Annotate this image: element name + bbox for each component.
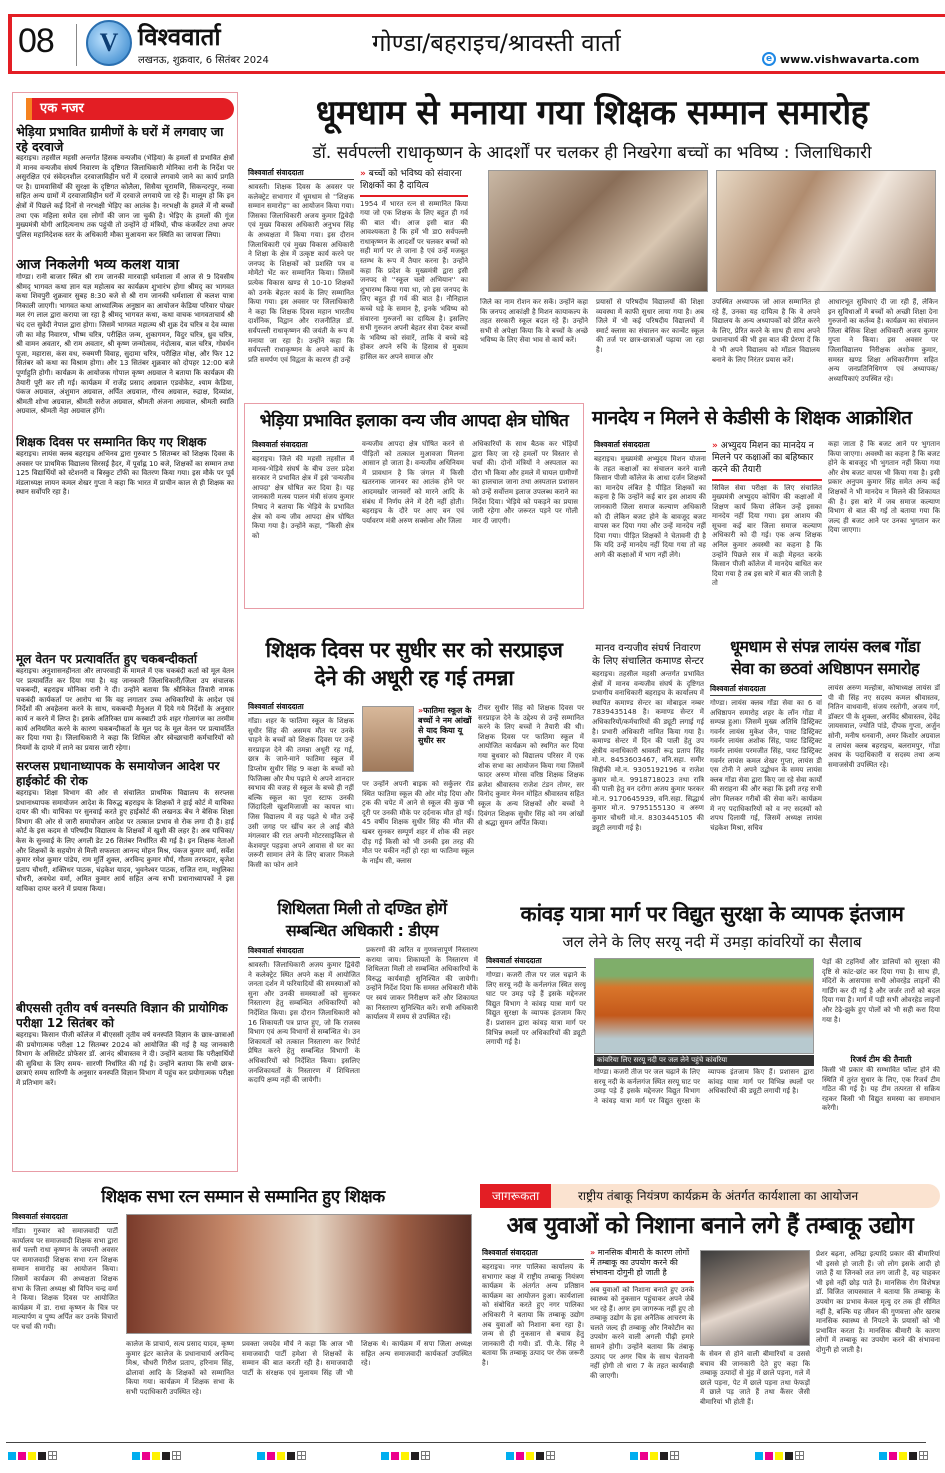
kanwar-col1	[486, 956, 586, 1177]
byline: विश्ववार्ता संवाददाता	[248, 168, 354, 180]
teacher-sabha-headline: शिक्षक सभा रत्न सम्मान से सम्मानित हुए शिक्षक	[101, 1187, 385, 1207]
article-text: गोण्डा। लायंस क्लब गोंडा सेवा का 6 वां अधिष्ठापन समारोह शहर के लॉन गोंडा में सम्पन्न हुआ। जिसमें मुख्य अतिथि डिस्ट्रिक्ट गवर्नर लायंस मुकेश जैन, पास्ट डिस्ट्रिक्ट गवर्नर लायंस अशोक सिंह, पास्ट डिस्ट्रिक्ट गवर्नर लायंस परमजीत सिंह, पास्ट डिस्ट्रिक्ट गवर्नर लायंस कमल शेखर गुप्ता, लायंस डी एस टोनी ने अपने उद्बोधन के समय लायंस क्लब गोंडा सेवा द्वारा किए जा रहे सेवा कार्यों की सराहना की और कहा कि इसी तरह सभी लोग मिलकर गरीबों की सेवा करें। कार्यक्रम में नए पदाधिकारियों को व नए सदस्यों को शपथ दिलायी गई, जिसमें अध्यक्ष लायंस चंद्रकेश मिश्रा, सचिव	[710, 699, 822, 832]
pull-quote: »फातिमा स्कूल के बच्चों ने नम आंखों से याद किया यू सुधीर सर	[418, 706, 472, 745]
article-text: प्रवक्ता जयदेव मौर्य ने कहा कि आज भी समाजवादी पार्टी हमेशा से शिक्षकों के सम्मान की बात करती रही है। समाजवादी पार्टी के संरक्षक एवं मुलायम सिंह जी भी शिक्षक थे। कार्यक्रम में सपा जिला अध्यक्ष सहित अन्य समाजवादी कार्यकर्ता उपस्थित रहे।	[242, 1340, 472, 1377]
vishwavarta-logo-icon: V	[86, 20, 132, 66]
brief-headline: बीएससी तृतीय वर्ष वनस्पति विज्ञान की प्रायोगिक परीक्षा 12 सितंबर को	[16, 1001, 228, 1030]
article-text: गोंडा। गुरुवार को समाजवादी पार्टी कार्यालय पर समाजवादी शिक्षक सभा द्वारा सर्व पल्ली राधा कृष्णन के जयन्ती अवसर पर समाजवादी शिक्षक सभा रत्न शिक्षक सम्मान समारोह का आयोजन किया। जिसमें कार्यक्रम की अध्यक्षता शिक्षक सभा के जिला अध्यक्ष श्री विपिन चन्द्र वर्मा ने किया। शिक्षक दिवस पर आयोजित कार्यक्रम में डा. राधा कृष्णन के चित्र पर माल्यार्पण व पुष्प अर्पित कर उनके विचारों पर चर्चा की गयी।	[12, 1227, 118, 1331]
article-text: किसी भी प्रकार की सम्भावित फॉल्ट होने की स्थिति में तुरंत सुधार के लिए, एक रिजर्व टीम गठित की गई है। यह टीम तत्परता से सक्रिय रहकर किसी भी विद्युत समस्या का समाधान करेगी।	[822, 1066, 940, 1113]
article-text: लायंस अरुण मल्होत्रा, कोषाध्यक्ष लायंस डॉ पी वी सिंह नए सदस्य कमल श्रीवास्तव, नितिन वाधवानी, संजय रस्तोगी, अजय गर्ग, डॉक्टर पी के शुक्ला, अरविंद श्रीवास्तव, देवेंद्र जायसवाल, ज्योति पांडे, दीपक गुप्ता, अर्जुन सोनी, मनीष धनवानी, अमर किशोर अग्रवाल व लायंस क्लब बहराइच, बलरामपुर, गोंडा अवध के पदाधिकारी व सदस्य तथा अन्य समाजसेवी उपस्थित रहे।	[828, 684, 940, 769]
brief-body: गोण्डा। रानी बाजार स्थित श्री राम जानकी मारवाड़ी धर्मशाला में आज से 9 दिवसीय श्रीमद् भागवत कथा ज्ञान यज्ञ महोत्सव का कार्यक्रम शुभारंभ होगा श्रीमद् का भागवत कथा शिवपुरी शुक्रवार सुबह 8:30 बजे से श्री राम जानकी धर्मशाला से कलश यात्रा निकाली जाएगी। भागवत कथा आध्यात्मिक अनुष्ठान का आयोजन केडिया परिवार पोखर मल रंग लाल द्वारा कराया जा रहा है श्रीमद् भागवत कथा, कथा वाचक भागवताचार्य श्री चंद दत्त सुवेदी नेपाल द्वारा होगा। जिसमें भागवत महात्म्य श्री शुक्र देव चरित्र व देव व्यास जी का मोह निवारण, भीष्म चरित्र, परीक्षित जन्म, शुकागमन, विदुर चरित्र, ध्रुव चरित्र, श्री वामन अवतार, श्री राम अवतार, श्री कृष्ण जन्मोत्सव, नंदोत्सव, बाल चरित्र, गोवर्धन पूजा, महारास, कंस वध, रुक्मणी विवाह, सुदामा चरित्र, परीक्षित मोक्ष, और फिर 12 सितंबर को कथा का विश्राम होगा। और 13 सितंबर शुक्रवार को दोपहर 12:00 बजे पूर्णाहुति होगी। कार्यक्रम के आयोजक गोपाल कृष्ण अग्रवाल ने बताया कि कार्यक्रम की तैयारी पूरी कर ली गई। कार्यक्रम में राजेंद्र प्रसाद अग्रवाल एडवोकेट, श्याम केडिया, पंकज अग्रवाल, अंशुमान अग्रवाल, अर्पित अग्रवाल, गौरव अग्रवाल, रुद्राक्ष, दिव्यांश, श्रीमती शोभा अग्रवाल, श्रीमती सरोज अग्रवाल, श्रीमती अंजना अग्रवाल, श्रीमती स्वाति अग्रवाल, श्रीमती नेहा अग्रवाल होंगे।	[16, 273, 234, 416]
article-text: अधिकारियों के साथ बैठक कर भेड़ियों द्वारा किए जा रहे हमलों पर विस्तार से चर्चा की। दोनों मंत्रियों ने अस्पताल का दौरा भी किया और हमले में घायल ग्रामीणों का हालचाल जाना तथा अस्पताल प्रशासन को उन्हें सर्वोत्तम इलाज उपलब्ध कराने का निर्देश दिया। भेड़िये को पकड़ने का प्रयास जारी रहेगा और जरूरत पड़ने पर गोली मार दी जाएगी।	[472, 440, 578, 525]
kanwar-headline: कांवड़ यात्रा मार्ग पर विद्युत सुरक्षा के व्यापक इंतजाम	[520, 902, 904, 926]
dm-col1	[248, 946, 360, 1173]
byline: विश्ववार्ता संवाददाता	[252, 440, 354, 452]
sudhir-headline: शिक्षक दिवस पर सुधीर सर को सरप्राइज देने की अधूरी रह गई तमन्ना	[265, 638, 563, 690]
kdc-col2	[712, 440, 822, 604]
brief-body: बहराइच। तहसील महसी अन्तर्गत हिंसक वन्यजीव (भेड़िया) के हमलों से प्रभावित क्षेत्रों में मानव वन्यजीव संघर्ष निवारण के दृष्टिगत जिलाधिकारी मोनिका रानी के निर्देश पर असुरक्षित एवं संवेदनशील दरवाजाविहीन घरों में दरवाजे लगवाये जाने का कार्य प्रगति पर है। ग्रामवासियों की सुरक्षा के दृष्टिगत कोलैला, सिसैया चूरामणि, सिकन्दरपुर, नव्वा सहित अन्य ग्रामों में दरवाजाविहीन घरों में दरवाजे लगवाये जा रहे हैं। मालूम हो कि इन क्षेत्रों में पिछले कई दिनों से नरभक्षी भेड़िए का आतंक है। नरभक्षी के हमले में नौ बच्चों तथा एक महिला समेत दस लोगों की जान जा चुकी है। भेड़िए के हमलों की गूंज मुख्यमंत्री योगी आदित्यनाथ तक पहुंची तो उन्होंने दो मंत्रियों, चीफ कंजर्वेटर तथा अपर पुलिस महानिदेशक स्तर के अधिकारी मौका मुआयना कर स्थिति का जायजा लिया।	[16, 154, 234, 239]
cmyk-swatch-group	[630, 1451, 679, 1460]
brief-headline: आज निकलेगी भव्य कलश यात्रा	[16, 257, 179, 273]
cmyk-swatch-group	[755, 1451, 804, 1460]
article-text: श्रावस्ती। शिक्षक दिवस के अवसर पर कलेक्ट्रेट सभागार में धूमधाम से ''शिक्षक सम्मान समारोह'' का आयोजन किया गया। जिसका जिलाधिकारी अजय कुमार द्विवेदी एवं मुख्य विकास अधिकारी अनुभव सिंह के अध्यक्षता में किया गया। इस दौरान जिलाधिकारी एवं मुख्य विकास अधिकारी ने शिक्षा के क्षेत्र में उत्कृष्ट कार्य करने पर जनपद के शिक्षकों को प्रशस्ति पत्र व मोमेंटो भेंट कर सम्मानित किया। जिसमें प्रत्येक विकास खण्ड से 10-10 शिक्षकों को उनके बेहतर कार्य के लिए सम्मानित किया गया। इस अवसर पर जिलाधिकारी ने कहा कि शिक्षक दिवस महान भारतीय दार्शनिक, विद्वान और राजनीतिज्ञ डॉ. सर्वपल्ली राधाकृष्णन की जयंती के रूप में मनाया जा रहा है। उन्होंने कहा कि सर्वपल्ली राधाकृष्णन के अपने कार्य के प्रति समर्पण एवं विद्वता के कारण ही उन्हें	[248, 183, 354, 364]
wolf-headline: भेड़िया प्रभावित इलाका वन्य जीव आपदा क्षेत्र घोषित	[259, 411, 569, 431]
cmyk-swatch-group	[506, 1451, 555, 1460]
divider	[590, 1281, 694, 1283]
tobacco-kicker-bar	[480, 1184, 940, 1208]
lead-col2	[360, 168, 468, 396]
article-text: बहराइच। मुख्यमंत्री अभ्युदय मिशन योजना के तहत कक्षाओं का संचालन करने वाली किसान पीजी कॉलेज के आधा दर्जन शिक्षकों का मानदेय लंबित है पीड़ित शिक्षकों का कहना है कि उन्होंने कई बार इस आशय की जानकारी जिला समाज कल्याण अधिकारी को दी लेकिन बजट होने के बावजूद बजट वापस कर दिया गया और उन्हें मानदेय नहीं दिया गया। पीड़ित शिक्षकों ने चेतावनी दी है कि यदि उन्हें मानदेय नहीं दिया गया तो वह आगे की कक्षाओं में भाग नहीं लेंगे।	[594, 455, 706, 559]
photo-caption: कांवरिया लिए सरयू नदी पर जल लेने पहुंचे कांवरिया	[594, 1055, 814, 1066]
tobacco-col1	[482, 1248, 584, 1437]
tobacco-kicker: राष्ट्रीय तंबाकू नियंत्रण कार्यक्रम के अंतर्गत कार्यशाला का आयोजन	[578, 1189, 859, 1203]
kanwar-subhead: जल लेने के लिए सरयू नदी में उमड़ा कांवरियों का सैलाब	[562, 933, 862, 951]
lions-col1	[710, 684, 822, 889]
footer-rule	[6, 1442, 926, 1443]
registration-mark-icon	[919, 1451, 928, 1460]
section-title: गोण्डा/बहराइच/श्रावस्ती वार्ता	[372, 29, 621, 57]
lead-headline: धूमधाम से मनाया गया शिक्षक सम्मान समारोह	[315, 93, 869, 133]
registration-mark-icon	[795, 1451, 804, 1460]
cmyk-swatch-group	[879, 1451, 928, 1460]
command-center-headline: मानव वन्यजीव संघर्ष निवारण के लिए संचालित कमाण्ड सेन्टर	[592, 643, 704, 667]
quote-mark-icon: »	[418, 706, 424, 715]
article-text: बहराइच। जिले की महसी तहसील में मानव-भेड़िये संघर्ष के बीच उत्तर प्रदेश सरकार ने प्रभावित क्षेत्र में इसे 'वन्यजीव आपदा' क्षेत्र घोषित कर दिया है। यह जानकारी मत्स्य पालन मंत्री संजय कुमार निषाद ने बताया कि भेड़िये के प्रभावित क्षेत्र को वन्य जीव आपदा क्षेत्र घोषित किया गया है। उन्होंने कहा, "किसी क्षेत्र को	[252, 455, 354, 540]
byline: विश्ववार्ता संवाददाता	[248, 946, 360, 958]
page-number: 08	[18, 22, 54, 60]
byline: विश्ववार्ता संवाददाता	[486, 956, 586, 968]
website-link[interactable]	[762, 52, 919, 66]
registration-mark-icon	[297, 1451, 306, 1460]
brand-name: विश्ववार्ता	[138, 23, 221, 51]
kanwar-subheading: रिजर्व टीम की तैनाती	[850, 1055, 912, 1064]
article-text: सिविल सेवा परीक्षा के लिए संचालित मुख्यमंत्री अभ्युदय कोचिंग की कक्षाओं में शिक्षण कार्य किया लेकिन उन्हें इसका मानदेय नहीं दिया गया। इस आशय की सूचना कई बार जिला समाज कल्याण अधिकारी को दी गई। एक अन्य शिक्षक अनिल कुमार अवस्थी का कहना है कि उन्होंने पिछले सत्र में कड़ी मेहनत करके किसान पीजी कॉलेज में मानदेय बाधित कर दिया गया है तब इस बारे में बात की जाती है तो	[712, 483, 822, 588]
byline: विश्ववार्ता संवाददाता	[482, 1248, 584, 1260]
article-text: बहराइच। नगर पालिका कार्यालय के सभागार कक्ष में राष्ट्रीय तम्बाकू नियंत्रण कार्यक्रम के अंतर्गत अन्य प्रतिष्ठान कार्यक्रम का आयोजन हुआ। कार्यशाला को संबोधित करते हुए नगर पालिका अधिकारी ने बताया कि तम्बाकू उद्योग अब युवाओं को निशाना बना रहा है। जन्म से ही नुकसान से बचाव हेतु जानकारी दी गयी। डॉ. पी.के. सिंह ने बताया कि तम्बाकू उत्पाद पर रोक जरूरी है।	[482, 1263, 584, 1367]
teacher-sabha-photo	[126, 1214, 472, 1334]
sabha-col1	[12, 1212, 118, 1435]
wolf-col1	[252, 440, 354, 605]
article-text: कहा जाता है कि बजट आने पर भुगतान किया जाएगा। अवस्थी का कहना है कि बजट होने के बावजूद भी भुगतान नहीं किया गया और शेष बजट वापस भी किया गया है। इसी प्रकार अनुपम कुमार सिंह समेत अन्य कई शिक्षकों ने भी मानदेय न मिलने की शिकायत की है। इस बारे में जब समाज कल्याण विभाग से बात की गई तो बताया गया कि जल्द ही बजट आने पर उनका भुगतान कर दिया जाएगा।	[828, 440, 940, 535]
registration-mark-icon	[48, 1451, 57, 1460]
brief-body: बहराइच। किसान पीजी कॉलेज में बीएससी तृतीय वर्ष वनस्पति विज्ञान के छात्र-छात्राओं की प्रयोगात्मक परीक्षा 12 सितम्बर 2024 को आयोजित की गई है यह जानकारी विभाग के असिस्टेंट प्रोफेसर डॉ. आनंद श्रीवास्तव ने दी। उन्होंने बताया कि परीक्षार्थियों की सुविधा के लिए समय- सारणी निर्धारित की गई है। उन्होंने बताया कि सभी छात्र-छात्राएं समय सारिणी के अनुसार वनस्पति विज्ञान विभाग में पहुंच कर प्रयोगात्मक परीक्षा में प्रतिभाग करें।	[16, 1031, 234, 1087]
dm-headline: शिथिलता मिली तो दण्डित होगें सम्बन्धित अधिकारी : डीएम	[277, 899, 447, 940]
ek-nazar-tag: एक नजर	[26, 98, 234, 120]
kanwar-photo	[594, 958, 814, 1054]
sudhir-portrait	[362, 706, 414, 772]
divider	[360, 195, 468, 197]
brief-body: बहराइच। शिक्षा विभाग की ओर से संचालित प्राथमिक विद्यालय के सरप्लस प्रधानाध्यापक समायोजन आदेश के विरुद्ध बहराइच के शिक्षकों ने हाई कोर्ट में याचिका दायर की थी। याचिका पर सुनवाई करते हुए हाईकोर्ट की लखनऊ बेंच ने बेसिक शिक्षा विभाग की ओर से जारी समायोजन आदेश पर तत्काल प्रभाव से रोक लगा दी है। हाई कोर्ट के इस कदम से परिषदीय विद्यालय के शिक्षकों में खुशी की लहर है। अब याचिका/केस के सुनवाई के लिए अगली डेट 26 सितंबर निर्धारित की गई है। इन शिक्षक नेताओं और शिक्षकों के सहयोग से मिली सफलता आनन्द मोहन मिश्र, पंकज कुमार वर्मा, सर्वेश कुमार रमेश कुमार पांडेय, राम मूर्ति शुक्ल, अरविन्द कुमार मौर्य, गौतम तरफदार, बृजेश प्रताप चौधरी, शक्तिधर पाठक, चंद्रकेश यादव, भुवनेश्वर पाठक, राजित राम, मधुलिका चौधरी, अवधेश वर्मा, अमित कुमार आर्य सहित अन्य सभी प्रधानाध्यापकों ने इस याचिका दायर करने में प्रयास किया।	[16, 789, 234, 893]
article-text: टीचर सुधीर सिंह को शिक्षक दिवस पर सरप्राइज देने के उद्देश्य से उन्हें सम्मानित करने के लिए बच्चों ने तैयारी की थी। शिक्षक दिवस पर फातिमा स्कूल में आयोजित कार्यक्रम को स्थगित कर दिया गया बुधवार को विद्यालय परिसर में एक शोक सभा का आयोजन किया गया जिसमें फादर अरुण मोरस वरिष्ठ शिक्षक शिक्षक ब्रजेश श्रीवास्तव राजेश टंडन तोमर, सर विनोद कुमार मेनन मोहित श्रीवास्तव सहित स्कूल के अन्य शिक्षकों और बच्चों ने दिवंगत शिक्षक सुधीर सिंह को नम आंखों से श्रद्धा सुमन अर्पित किया।	[478, 704, 584, 828]
lead-col1	[248, 168, 354, 405]
article-text: प्रेशर बढ़ना, अनिद्रा इत्यादि प्रकार की बीमारियां भी इससे हो जाती हैं। जो लोग इसके आदी हो जाते हैं या जिनको लत लग जाती है, वह चाहकर भी इसे नहीं छोड़ पाते हैं। मानसिक रोग विशेषज्ञ डॉ. विजित जायसवाल ने बताया कि तम्बाकू के उपयोग का प्रभाव केवल मृत्यु दर तक ही सीमित नहीं है, बल्कि यह जीवन की गुणवत्ता और खराब मानसिक स्वास्थ्य से निपटने के प्रयासों को भी प्रभावित करता है। मानसिक बीमारी के कारण लोगों में तम्बाकू का उपयोग करने की संभावना दोगुनी हो जाती है।	[816, 1250, 940, 1354]
article-text: जिले का नाम रोशन कर सकें। उन्होंने कहा कि जनपद आकांक्षी है मिशन कायाकल्प के तहत सरकारी स्कूल बदल रहे हैं। उन्होंने सभी से अपेक्षा किया कि वे बच्चों के अच्छे भविष्य के लिए सेवा भाव से कार्य करें।	[480, 298, 588, 345]
byline: विश्ववार्ता संवाददाता	[248, 702, 354, 714]
article-text: आधारभूत सुविधाएं दी जा रही हैं, लेकिन इन सुविधाओं में बच्चों को अच्छी शिक्षा देना गुरुजनों का कर्तव्य है। कार्यक्रम का संचालन जिला बेसिक शिक्षा अधिकारी अजय कुमार गुप्ता ने किया। इस अवसर पर जिलाविद्यालय निरीक्षक अशोक कुमार, समस्त खण्ड शिक्षा अधिकारीगण सहित अन्य जनप्रतिनिधिगण एवं अध्यापक/अध्यापिकाएं उपस्थित रहे।	[828, 298, 938, 383]
article-text: कालेज के प्राचार्य, सत्य प्रसाद यादव, कृष्ण कुमार इंटर कालेज के प्रधानाचार्य अरविन्द मिश्र, चौधरी गिरीश प्रताप, हरिनाम सिंह, ढोलावां आदि के शिक्षकों को सम्मानित किया गया। कार्यक्रम में शिक्षक सभा के सभी पदाधिकारी उपस्थित रहे।	[126, 1340, 234, 1396]
article-text: गोंडा। शहर के फातिमा स्कूल के शिक्षक सुधीर सिंह की असमय मौत पर उनके चाहने के बच्चों को शिक्षक दिवस पर उन्हें सरप्राइज देने की तमन्ना अधूरी रह गई, छात्र के जाने-माने फातिमा स्कूल में डिप्लोम सुधीर सिंह 9 कक्षा के बच्चों को फिजिक्स और मैथ पढ़ाते थे अपने शानदार स्वभाव की वजह से स्कूल के बच्चे ही नहीं बल्कि स्कूल का पूरा स्टाफ उनकी जिंदादिली खुशमिजाजी का कायल था। जिस विद्यालय में वह पढ़ते थे मौत उन्हें उसी जगह पर खींच कर ले आई बीते मंगलवार की रात अपनी मोटरसाइकिल से केशवपुर पहड़वा अपने आवास से घर का जरूरी सामान लेने के लिए बाजार निकले किसी का फोन आने	[248, 717, 354, 869]
cmyk-swatch-group	[8, 1451, 57, 1460]
brief-headline: सरप्लस प्रधानाध्यापक के समायोजन आदेश पर हाईकोर्ट की रोक	[16, 759, 220, 788]
pull-quote: » मानसिक बीमारी के कारण लोगों में तम्बाकू का उपयोग करने की संभावना दोगुनी हो जाती है	[590, 1248, 690, 1277]
lead-subhead: डॉ. सर्वपल्ली राधाकृष्णन के आदर्शों पर चलकर ही निखरेगा बच्चों का भविष्य : जिलाधिकारी	[312, 143, 872, 163]
article-text: उपस्थित अध्यापक जो आज सम्मानित हो रहे हैं, उनका यह दायित्व है कि वे अपने विद्यालय के अन्य अध्यापकों को प्रेरित करने के लिए, प्रेरित करने के साथ ही साथ अपने प्रधानाचार्य की भी इस बात की प्रेरणा दें कि वे भी अपने विद्यालय को मॉडल विद्यालय बनाने के लिए निरंतर प्रयास करें।	[712, 298, 820, 364]
brief-headline: मूल वेतन पर प्रत्यावर्तित हुए चकबन्दीकर्ता	[16, 652, 197, 666]
lions-headline: धूमधाम से संपन्न लायंस क्लब गोंडा सेवा का छठवां अधिष्ठापन समारोह	[730, 637, 920, 678]
article-text: गोण्डा। कजरी तीज पर जल चढ़ाने के लिए सरयू नदी के कर्नलगंज स्थित सरयू घाट पर उमड़ पड़े हैं इसके मद्देनजर विद्युत विभाग ने कांवड़ यात्रा मार्ग पर विद्युत सुरक्षा के व्यापक इंतजाम किए हैं। प्रशासन द्वारा कांवड़ यात्रा मार्ग पर विभिन्न स्थलों पर अधिकारियों की ड्यूटी लगायी गई है।	[594, 1068, 814, 1105]
sudhir-col1	[248, 702, 354, 903]
article-text: वन्यजीव आपदा क्षेत्र घोषित करने से पीड़ितों को तत्काल मुआवजा मिलना आसान हो जाता है। वन्यजीव अधिनियम में प्रावधान है कि जंगल में किसी खतरनाक जानवर का आतंक होने पर आदमखोर जानवरों को मारने आदि के संबंध में निर्णय लेने में देरी नहीं होती। बहराइच के दौरे पर आए वन एवं पर्यावरण मंत्री अरुण सक्सेना और जिला	[362, 440, 464, 525]
article-text: श्रावस्ती। जिलाधिकारी अजय कुमार द्विवेदी ने कलेक्ट्रेट स्थित अपने कक्ष में आयोजित जनता दर्शन में फरियादियों की समस्याओं को सुना और उनकी समस्याओं को सुनकर निस्तारण हेतु सम्बन्धित अधिकारियों को निर्देशित किया। इस दौरान जिलाधिकारी को 16 शिकायती पत्र प्राप्त हुए, जो कि राजस्व विभाग एवं अन्य विभागों से सम्बन्धित थे। उन शिकायतों को तत्काल निस्तारण कर रिपोर्ट प्रेषित करने हेतु सम्बन्धित विभागों के अधिकारियों को निर्देशित किया। इसलिए जनशिकायतों के निस्तारण में शिथिलता कदापि क्षम्य नहीं की जायेगी।	[248, 961, 360, 1085]
website-url: www.vishwavarta.com	[780, 52, 920, 66]
registration-mark-icon	[172, 1451, 181, 1460]
article-text: अब युवाओं को निशाना बनाते हुए उनके स्वास्थ्य को नुकसान पहुंचाकर अपने जेबें भर रहे हैं। अगर हम जागरूक नहीं हुए तो तम्बाकू उद्योग के इस अनैतिक आचरण के चलते जल्द ही तम्बाकू और निकोटीन का उपयोग करने वाली अगली पीढ़ी हमारे सामने होगी। उन्होंने बताया कि तंबाकू उत्पाद पर अगर चित्र के साथ चेतावनी नहीं होगी तो धारा 7 के तहत कार्यवाही की जाएगी।	[590, 1285, 694, 1380]
article-text: गोण्डा। कजरी तीज पर जल चढ़ाने के लिए सरयू नदी के कर्नलगंज स्थित सरयू घाट पर उमड़ पड़े हैं इसके मद्देनजर विद्युत विभाग ने कांवड़ यात्रा मार्ग पर विद्युत सुरक्षा के व्यापक इंतजाम किए हैं। प्रशासन द्वारा कांवड़ यात्रा मार्ग पर विभिन्न स्थलों पर अधिकारियों की ड्यूटी लगायी गई है।	[486, 971, 586, 1047]
registration-mark-icon	[670, 1451, 679, 1460]
quote-mark-icon: »	[712, 441, 718, 451]
cmyk-swatch-group	[132, 1451, 181, 1460]
byline: विश्ववार्ता संवाददाता	[594, 440, 706, 452]
quote-mark-icon: »	[360, 169, 366, 179]
lead-photo-group	[716, 170, 936, 292]
pull-quote: » बच्चों को भविष्य को संवारना शिक्षकों का है दायित्व	[360, 169, 462, 191]
smoking-photo	[700, 1250, 810, 1346]
article-text: बहराइच। तहसील महसी अन्तर्गत प्रभावित क्षेत्रों में मानव वन्यजीव संघर्ष के दृष्टिगत प्रभागीय वनाधिकारी बहराइच के कार्यालय में स्थापित कमाण्ड सेन्टर का मोबाइल नम्बर 7839435148 है। कमाण्ड सेन्टर में अधिकारियों/कर्मचारियों की ड्यूटी लगाई गई है। प्रभारी अधिकारी नामित किया गया है। कमाण्ड सेन्टर में दिन की पाली हेतु उप क्षेत्रीय वनाधिकारी श्रावस्ती रूद्र प्रताप सिंह मो.न. 8453603467, वनि.सहा. समीर सिद्दीकी मो.न. 9305192196 व राजेश कुमार मो.न. 9918718023 तथा रात्रि की पाली हेतु वन दरोगा अजय कुमार फरकर मो.न. 9170645939, वनि.सहा. सिद्धार्थ कुमार मो.न. 9795155130 व अरुण कुमार चौधरी मो.न. 8303445105 की ड्यूटी लगायी गई है।	[592, 670, 704, 832]
kdc-col1	[594, 440, 706, 625]
cmyk-swatch-group	[381, 1451, 430, 1460]
cmyk-swatch-group	[257, 1451, 306, 1460]
divider	[712, 479, 822, 481]
article-text: प्रकरणों की त्वरित व गुणवत्तापूर्ण निस्तारण कराया जाय। शिकायतों के निस्तारण में शिथिलता मिली तो सम्बन्धित अधिकारियों के विरुद्ध कार्यवाही सुनिश्चित की जायेगी। उन्होंने निर्देश दिया कि समस्त अधिकारी मौके पर स्वयं जाकर निरीक्षण करें और शिकायत का निस्तारण सुनिश्चित करें। सभी अधिकारी कार्यालय में समय से उपस्थित रहें।	[366, 946, 478, 1022]
browser-e-icon: e	[762, 52, 776, 66]
masthead-divider	[76, 24, 77, 66]
lead-photo-felicitation	[488, 170, 708, 292]
article-text: प्रयासों से परिषदीय विद्यालयों की शिक्षा व्यवस्था में काफी सुधार लाया गया है। अब जिले में भी कई परिषदीय विद्यालयों में स्मार्ट क्लास का संचालन कर कान्वेंट स्कूल की तर्ज पर छात्र-छात्राओं पढ़ाया जा रहा है।	[596, 298, 704, 354]
quote-mark-icon: »	[590, 1248, 596, 1257]
article-text: पर उन्होंने अपनी बाइक को सर्कुलर रोड स्थित फातिमा स्कूल की ओर मोड़ दिया और ट्रक की चपेट में आने से स्कूल की कुछ भी दूरी पर उनकी मौके पर दर्दनाक मौत हो गई। 45 वर्षीय शिक्षक सुधीर सिंह की मौत की खबर सुनकर सम्पूर्ण शहर में शोक की लहर दौड़ गई किसी को भी उनकी इस तरह की मौत पर यकीन नहीं हो रहा था फातिमा स्कूल के नाईंथ सी, क्लास	[362, 780, 474, 865]
jagrukta-tag: जागरूकता	[480, 1184, 551, 1208]
brief-headline: शिक्षक दिवस पर सम्मानित किए गए शिक्षक	[16, 435, 207, 449]
article-text: 1954 में भारत रत्न से सम्मानित किया गया जो एक शिक्षक के लिए बहुत ही गर्व की बात थी। आज इसी बात की आवश्यकता है कि हमें भी डा0 सर्वपल्ली राधाकृष्णन के आदर्शों पर चलकर बच्चों को सही मार्ग पर ले जाना है एवं उन्हें मजबूत स्तम्भ के रूप में तैयार करना है। उन्होंने कहा कि प्रदेश के मुख्यमंत्री द्वारा इसी जनपद से ''स्कूल चलो अभियान'' का शुभारम्भ किया गया था, जो इस जनपद के लिए बहुत ही गर्व की बात है। नौनिहाल कच्चे घड़े के समान है, इनके भविष्य को संवारना गुरुजनों का दायित्व है। इसलिए सभी गुरुजन अपनी बेहतर सेवा देकर बच्चों के भविष्य को संवारें, ताकि वे बच्चे बड़े होकर अपने रुचि के हिसाब से मुकाम हासिल कर अपने समाज और	[360, 199, 468, 361]
registration-marks	[8, 1451, 928, 1460]
tobacco-col2	[590, 1248, 694, 1422]
brief-body: बहराइच। लायंस क्लब बहराइच अभिनव द्वारा गुरुवार 5 सितम्बर को शिक्षक दिवस के अवसर पर प्राथमिक विद्यालय सिरसई हैदर, में पूर्वाह्न 10 बजे, शिक्षकों का सम्मान तथा 125 विद्यार्थियों को स्टेशनरी व बिस्कुट टॉफी का वितरण किया गया। इस मौके पर पूर्व मंडलाध्यक्ष लायन कमल शेखर गुप्ता ने कहा कि भारत में प्राचीन काल से ही शिक्षक का स्थान सर्वोपरि रहा है।	[16, 450, 234, 497]
article-text: के सेवन से होने वाली बीमारियों व उससे बचाव की जानकारी देते हुए कहा कि तम्बाकू उत्पादों से मुंह में छाले पड़ना, गले में छाले पड़ना, पेट में छाले पड़ना तथा फेफड़ों में छाले पड़ जाते हैं तथा कैंसर जैसी बीमारियां भी होती हैं।	[700, 1350, 810, 1406]
kdc-headline: मानदेय न मिलने से केडीसी के शिक्षक आक्रोशित	[592, 407, 912, 429]
pull-quote: » अभ्युदय मिशन का मानदेय न मिलने पर कक्षाओं का बहिष्कार करने की तैयारी	[712, 441, 814, 475]
byline: विश्ववार्ता संवाददाता	[12, 1212, 118, 1224]
byline: विश्ववार्ता संवाददाता	[710, 684, 822, 696]
tobacco-headline: अब युवाओं को निशाना बनाने लगे हैं तम्बाकू उद्योग	[506, 1213, 914, 1239]
registration-mark-icon	[546, 1451, 555, 1460]
registration-mark-icon	[421, 1451, 430, 1460]
article-text: पेड़ों की टहनियों और डालियों को सुरक्षा की दृष्टि से कांट-छांट कर दिया गया है। साथ ही, मंदिरों के आसपास सभी ओवरहेड लाइनों की गार्डिंग कर दी गई है और जर्जर तारों को बदल दिया गया है। मार्ग में पड़ी सभी ओवरहेड लाइनों और टेढ़े-झुके हुए पोलों को भी सही करा दिया गया है।	[822, 958, 940, 1024]
dateline: लखनऊ, शुक्रवार, 6 सितंबर 2024	[138, 55, 269, 66]
brief-body: बहराइच। अनुशासनहीनता और लापरवाही के मामले में एक चकबंदी कर्ता को मूल वेतन पर प्रत्यावर्तित कर दिया गया है। यह जानकारी जिलाधिकारी/जिला उप संचालक चकबन्दी, बहराइच मोनिका रानी ने दी। उन्होंने बताया कि श्रीनिकेत तिवारी नामक चकबंदी कार्यकर्ता पर आरोप था कि वह लगातार उच्च अधिकारियों के आदेश एवं निर्देशों की अवहेलना करने के साथ, चकबन्दी मैनुअल में दिये गये निर्देशों के अनुसार कार्य न करने में लिप्त है। इसके अतिरिक्त ग्राम कस्बाटी उर्फ शहर गोलागंज का तरमीम कार्य अनियमित करने के कारण चकबन्दीकर्ता के मूल पद के मूल वेतन पर प्रत्यावर्तित कर दिया गया है। जिलाधिकारी ने कहा कि शिथिल और स्वेच्छाचारी कर्मचारियों को नियमों के दायरे में लाने का प्रयास जारी रहेगा।	[16, 667, 234, 752]
ek-nazar-content	[16, 124, 234, 1164]
brief-headline: भेड़िया प्रभावित ग्रामीणों के घरों में लगवाए जा रहे दरवाजे	[16, 124, 224, 154]
